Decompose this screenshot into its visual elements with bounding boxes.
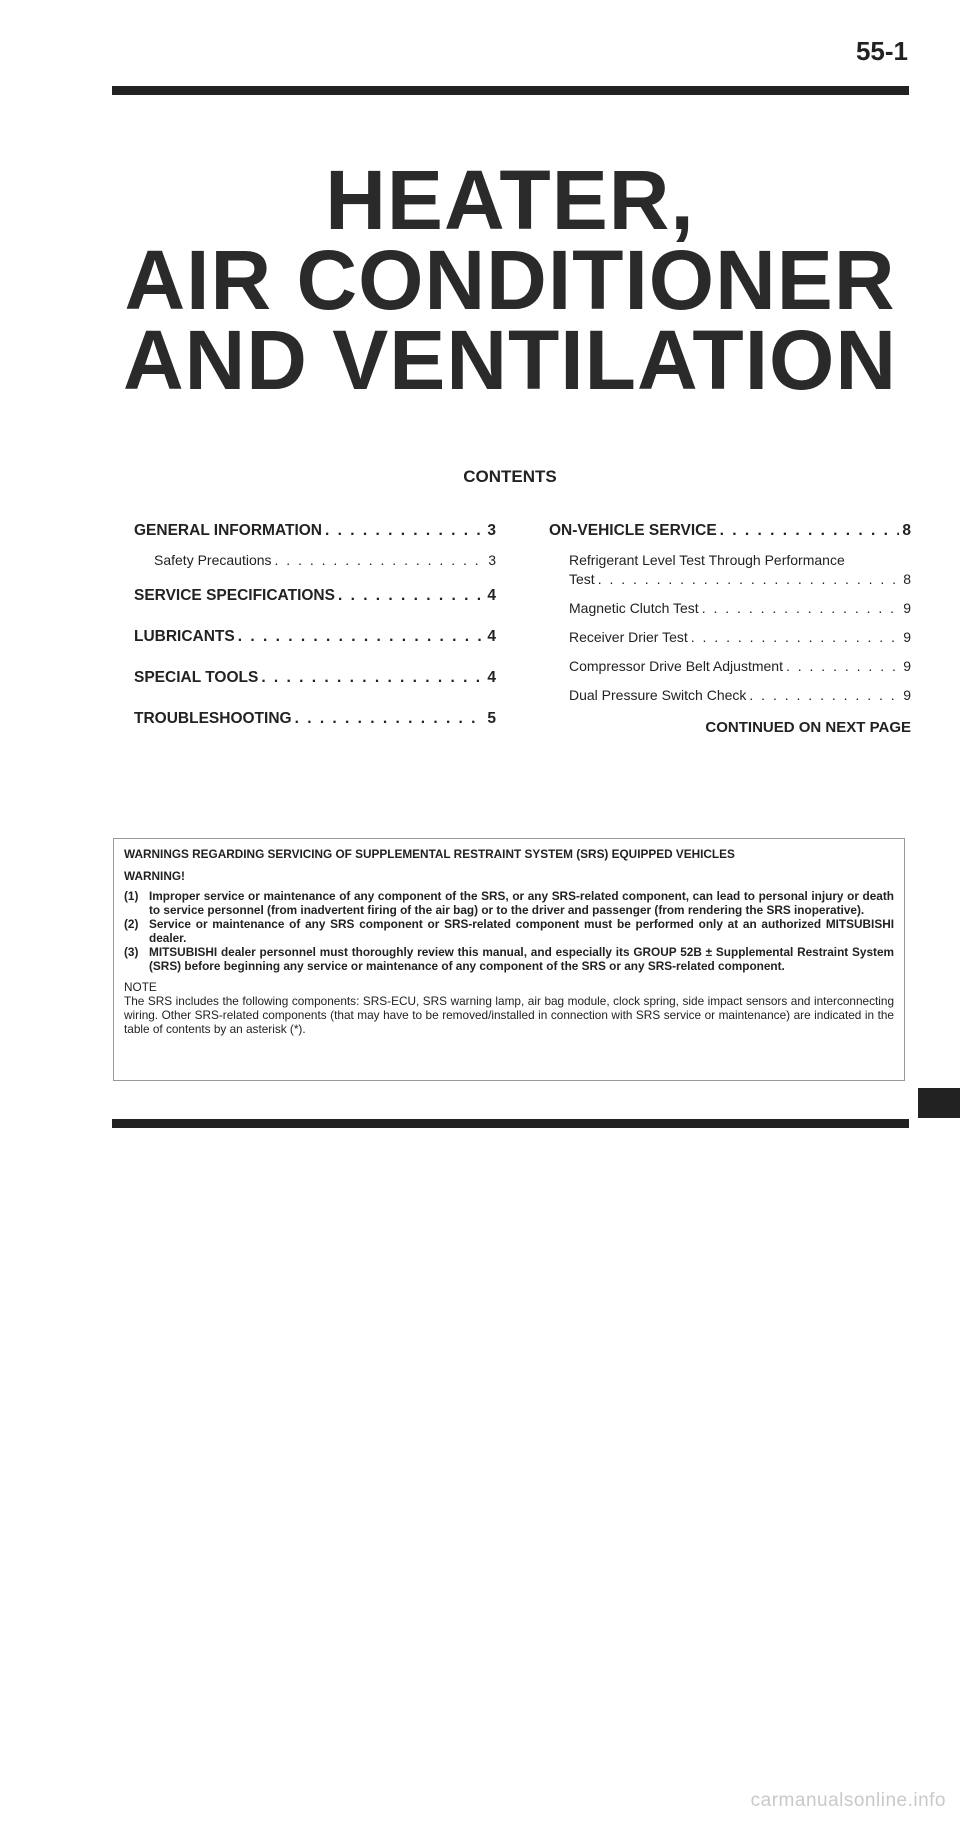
toc-page: 8 (902, 522, 911, 539)
note-label: NOTE (124, 980, 157, 994)
warning-item-number: (3) (124, 945, 139, 959)
section-edge-tab (918, 1088, 960, 1118)
toc-page: 9 (903, 687, 911, 703)
toc-entry-receiver-drier-test[interactable] (569, 629, 911, 645)
toc-label: LUBRICANTS (134, 628, 235, 645)
continued-note: CONTINUED ON NEXT PAGE (705, 719, 911, 736)
toc-page: 4 (487, 669, 496, 686)
toc-entry-safety-precautions[interactable] (154, 552, 496, 568)
toc-entry-lubricants[interactable] (134, 628, 496, 650)
toc-page: 5 (487, 710, 496, 727)
toc-page: 8 (903, 571, 911, 587)
warning-box-title: WARNINGS REGARDING SERVICING OF SUPPLEMENTAL RESTRAINT SYSTEM (SRS) EQUIPPED VEHICLES (124, 847, 735, 861)
toc-leader (295, 710, 485, 728)
toc-label: Magnetic Clutch Test (569, 600, 699, 616)
bottom-rule (112, 1119, 909, 1128)
page-title (0, 153, 960, 407)
toc-label: Dual Pressure Switch Check (569, 687, 747, 703)
toc-entry-on-vehicle-service[interactable] (549, 522, 911, 544)
toc-page: 9 (903, 658, 911, 674)
toc-leader (702, 600, 901, 616)
toc-leader (275, 552, 486, 568)
watermark: carmanualsonline.info (750, 1790, 946, 1811)
toc-label: SPECIAL TOOLS (134, 669, 259, 686)
warning-item-1 (124, 889, 894, 917)
title-line-2: AIR CONDITIONER (124, 233, 896, 327)
toc-entry-special-tools[interactable] (134, 669, 496, 691)
toc-entry-refrigerant-level-test[interactable] (569, 552, 911, 587)
toc-left-column (134, 522, 496, 751)
warning-item-3 (124, 945, 894, 973)
toc-label: GENERAL INFORMATION (134, 522, 323, 539)
warning-item-number: (2) (124, 917, 139, 931)
toc-page: 9 (903, 629, 911, 645)
toc-entry-dual-pressure-switch[interactable] (569, 687, 911, 703)
toc-leader (598, 571, 901, 587)
toc-label-line2: Test (569, 571, 595, 587)
toc-leader (749, 687, 900, 703)
toc-leader (338, 587, 484, 605)
toc-leader (691, 629, 900, 645)
toc-label-line1: Refrigerant Level Test Through Performance (569, 552, 845, 568)
toc-entry-service-specifications[interactable] (134, 587, 496, 609)
toc-page: 4 (487, 587, 496, 604)
toc-leader (720, 522, 900, 540)
toc-entry-compressor-drive-belt[interactable] (569, 658, 911, 674)
toc-label: Receiver Drier Test (569, 629, 688, 645)
toc-entry-magnetic-clutch-test[interactable] (569, 600, 911, 616)
toc-page: 3 (488, 552, 496, 568)
toc-label: SERVICE SPECIFICATIONS (134, 587, 335, 604)
page-number: 55-1 (855, 36, 908, 66)
toc-right-column (549, 522, 911, 736)
title-line-3: AND VENTILATION (122, 313, 898, 407)
toc-entry-general-information[interactable] (134, 522, 496, 544)
warning-item-2 (124, 917, 894, 945)
toc-entry-troubleshooting[interactable] (134, 710, 496, 732)
warning-label: WARNING! (124, 869, 185, 883)
toc-page: 4 (487, 628, 496, 645)
toc-leader (238, 628, 485, 646)
warning-item-text: Improper service or maintenance of any component of the SRS, or any SRS-related component, can lead to personal injury or death to service personnel (from inadvertent firing of the air bag) or to the driver and passenger (from rendering the SRS inoperative). (149, 889, 894, 917)
warning-item-text: MITSUBISHI dealer personnel must thoroughly review this manual, and especially its GROUP 52B ± Supplemental Restraint System (SRS) before beginning any service or maintenance of any component of the SRS or any SRS-related component. (149, 945, 894, 973)
toc-leader (261, 669, 484, 687)
toc-label: Compressor Drive Belt Adjustment (569, 658, 783, 674)
toc-label: Safety Precautions (154, 552, 272, 568)
warning-item-number: (1) (124, 889, 139, 903)
title-line-1: HEATER, (325, 153, 695, 247)
toc-leader (786, 658, 900, 674)
warning-item-text: Service or maintenance of any SRS component or SRS-related component must be performed only at an authorized MITSUBISHI dealer. (149, 917, 894, 945)
toc-label-line2-row (569, 571, 911, 587)
toc-page: 9 (903, 600, 911, 616)
note-text: The SRS includes the following components: SRS-ECU, SRS warning lamp, air bag module, clock spring, side impact sensors and interconnecting wiring. Other SRS-related components (that may have to be removed/installed in connection with SRS service or maintenance) are indicated in the table of contents by an asterisk (*). (124, 994, 894, 1036)
srs-warning-box (113, 838, 905, 1081)
toc-leader (325, 522, 484, 540)
toc-page: 3 (487, 522, 496, 539)
contents-heading: CONTENTS (463, 467, 557, 486)
top-rule (112, 86, 909, 95)
toc-label: ON-VEHICLE SERVICE (549, 522, 717, 539)
toc-label: TROUBLESHOOTING (134, 710, 292, 727)
